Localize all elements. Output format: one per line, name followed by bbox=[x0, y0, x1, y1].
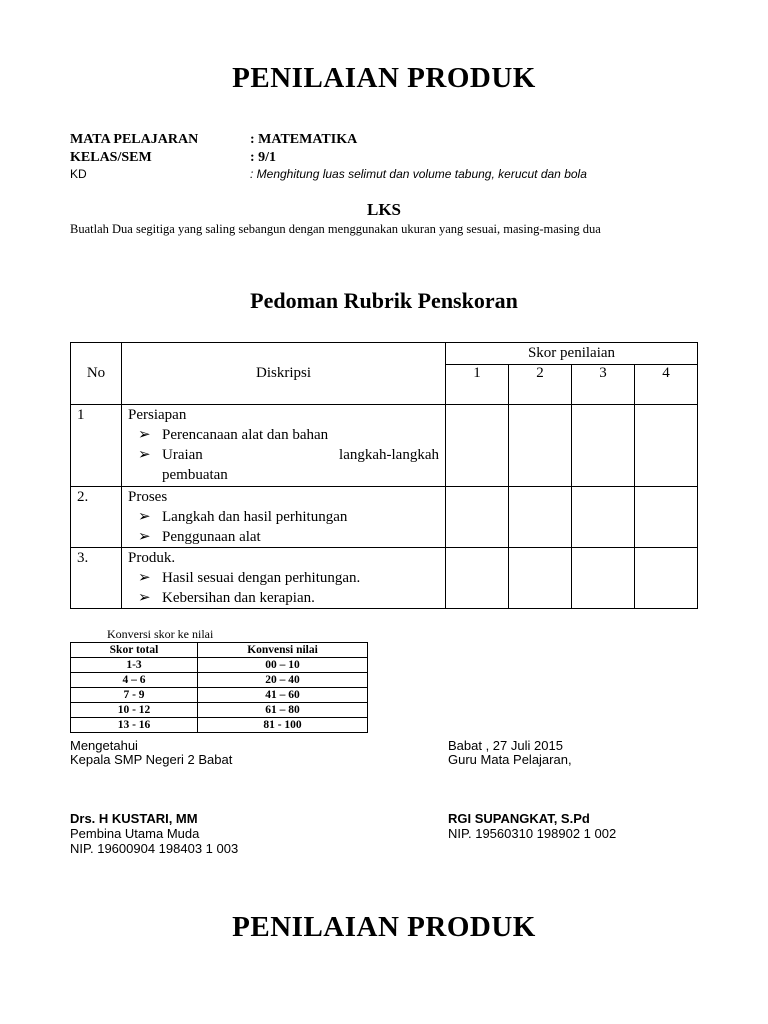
rubric-table bbox=[70, 342, 698, 609]
sig-right-line1: Babat , 27 Juli 2015 bbox=[448, 738, 563, 753]
sig-right-line2: Guru Mata Pelajaran, bbox=[448, 752, 572, 767]
page-title: PENILAIAN PRODUK bbox=[232, 62, 536, 94]
konv-header-total: Skor total bbox=[71, 643, 198, 658]
score-cell bbox=[446, 548, 509, 609]
arrow-bullet-icon: ➢ bbox=[138, 590, 151, 606]
footer-title: PENILAIAN PRODUK bbox=[232, 911, 536, 943]
score-cell bbox=[446, 487, 509, 548]
sig-left-line1: Mengetahui bbox=[70, 738, 138, 753]
arrow-bullet-icon: ➢ bbox=[138, 447, 151, 463]
sig-left-line2: Kepala SMP Negeri 2 Babat bbox=[70, 752, 233, 767]
col-desc-header: Diskripsi bbox=[122, 343, 446, 405]
row-desc bbox=[122, 405, 446, 487]
row-desc bbox=[122, 487, 446, 548]
score-1-header: 1 bbox=[446, 365, 509, 405]
score-2-header: 2 bbox=[509, 365, 572, 405]
score-cell bbox=[509, 405, 572, 487]
konv-total-cell: 10 - 12 bbox=[71, 703, 198, 718]
row-title: Produk. bbox=[128, 550, 176, 566]
table-row bbox=[71, 703, 368, 718]
konv-total-cell: 13 - 16 bbox=[71, 718, 198, 733]
konv-nilai-cell: 41 – 60 bbox=[198, 688, 368, 703]
table-row bbox=[71, 673, 368, 688]
konv-total-cell: 7 - 9 bbox=[71, 688, 198, 703]
sig-left-rank: Pembina Utama Muda bbox=[70, 826, 200, 841]
row-desc bbox=[122, 548, 446, 609]
row-no: 2. bbox=[71, 487, 122, 548]
kd-label: KD bbox=[70, 167, 87, 181]
konv-nilai-cell: 81 - 100 bbox=[198, 718, 368, 733]
mata-pelajaran-value: : MATEMATIKA bbox=[250, 132, 358, 147]
arrow-bullet-icon: ➢ bbox=[138, 529, 151, 545]
row-title: Proses bbox=[128, 489, 168, 505]
sig-right-nip: NIP. 19560310 198902 1 002 bbox=[448, 826, 617, 841]
score-cell bbox=[572, 548, 635, 609]
rubric-row bbox=[71, 405, 698, 487]
list-item: ➢ Hasil sesuai dengan perhitungan. bbox=[138, 570, 361, 586]
konv-total-cell: 4 – 6 bbox=[71, 673, 198, 688]
arrow-bullet-icon: ➢ bbox=[138, 509, 151, 525]
kelas-label: KELAS/SEM bbox=[70, 150, 152, 165]
col-no-header: No bbox=[71, 343, 122, 405]
table-row bbox=[71, 718, 368, 733]
konv-total-cell: 1-3 bbox=[71, 658, 198, 673]
konversi-table bbox=[70, 642, 368, 733]
konv-header-nilai: Konvensi nilai bbox=[198, 643, 368, 658]
lks-task: Buatlah Dua segitiga yang saling sebangun dengan menggunakan ukuran yang sesuai, masing-masing dua bbox=[70, 222, 601, 236]
kd-value: : Menghitung luas selimut dan volume tabung, kerucut dan bola bbox=[250, 167, 587, 181]
rubric-row bbox=[71, 487, 698, 548]
row-title: Persiapan bbox=[128, 407, 187, 423]
score-cell bbox=[509, 548, 572, 609]
score-cell bbox=[572, 487, 635, 548]
rubric-row bbox=[71, 548, 698, 609]
table-row bbox=[71, 688, 368, 703]
score-cell bbox=[635, 548, 698, 609]
arrow-bullet-icon: ➢ bbox=[138, 570, 151, 586]
list-item: ➢ Perencanaan alat dan bahan bbox=[138, 427, 329, 443]
row-no: 3. bbox=[71, 548, 122, 609]
kelas-row bbox=[70, 150, 276, 166]
konversi-caption: Konversi skor ke nilai bbox=[107, 627, 214, 641]
list-item: ➢ Uraian langkah-langkah bbox=[138, 447, 439, 463]
score-cell bbox=[635, 487, 698, 548]
score-cell bbox=[572, 405, 635, 487]
rubric-title: Pedoman Rubrik Penskoran bbox=[250, 288, 518, 313]
score-cell bbox=[446, 405, 509, 487]
table-row bbox=[71, 643, 368, 658]
list-item: ➢ Langkah dan hasil perhitungan bbox=[138, 509, 348, 525]
konv-nilai-cell: 20 – 40 bbox=[198, 673, 368, 688]
konv-nilai-cell: 61 – 80 bbox=[198, 703, 368, 718]
arrow-bullet-icon: ➢ bbox=[138, 427, 151, 443]
score-cell bbox=[509, 487, 572, 548]
sig-left-nip: NIP. 19600904 198403 1 003 bbox=[70, 841, 239, 856]
col-score-header: Skor penilaian bbox=[446, 343, 698, 365]
sig-right-name: RGI SUPANGKAT, S.Pd bbox=[448, 811, 590, 826]
konv-nilai-cell: 00 – 10 bbox=[198, 658, 368, 673]
mata-pelajaran-label: MATA PELAJARAN bbox=[70, 132, 199, 147]
lks-heading: LKS bbox=[366, 200, 402, 219]
mata-pelajaran-row bbox=[70, 132, 357, 148]
list-item: ➢ Kebersihan dan kerapian. bbox=[138, 590, 315, 606]
sig-left-name: Drs. H KUSTARI, MM bbox=[70, 811, 198, 826]
score-3-header: 3 bbox=[572, 365, 635, 405]
kd-row bbox=[70, 167, 587, 181]
score-cell bbox=[635, 405, 698, 487]
list-item: ➢ Penggunaan alat bbox=[138, 529, 261, 545]
table-row bbox=[71, 658, 368, 673]
kelas-value: : 9/1 bbox=[250, 150, 277, 165]
row-no: 1 bbox=[71, 405, 122, 487]
list-item-continuation: pembuatan bbox=[162, 467, 228, 483]
score-4-header: 4 bbox=[635, 365, 698, 405]
